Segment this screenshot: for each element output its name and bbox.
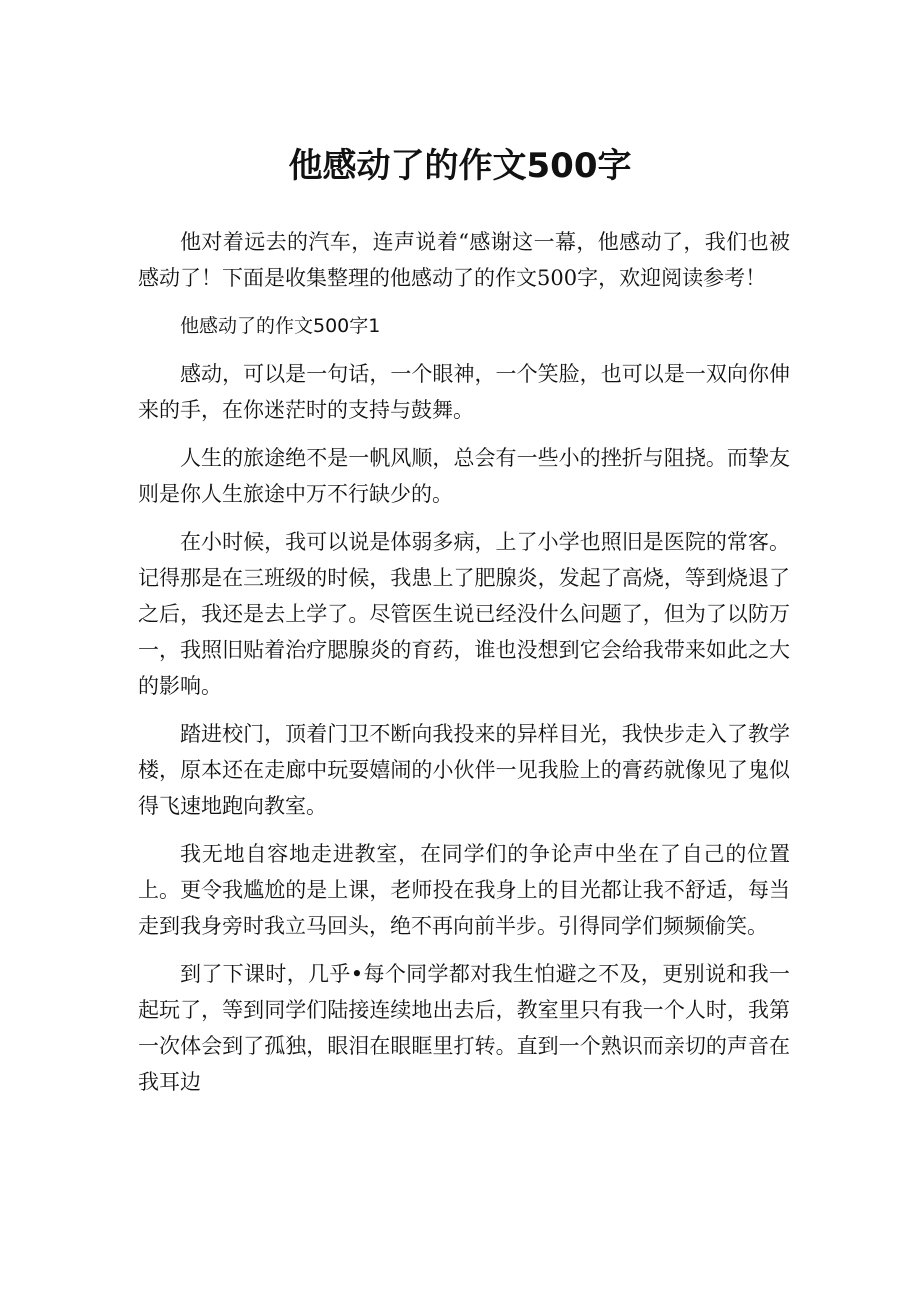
body-paragraph: 到了下课时，几乎•每个同学都对我生怕避之不及，更别说和我一起玩了，等到同学们陆接连续地出去后，教室里只有我一个人时，我第一次体会到了孤独，眼泪在眼眶里打转。直到一个熟识而亲切的声音在我耳边 <box>138 962 790 1094</box>
body-paragraph: 踏进校门，顶着门卫不断向我投来的异样目光，我快步走入了教学楼，原本还在走廊中玩耍嬉闹的小伙伴一见我脸上的膏药就像见了鬼似得飞速地跑向教室。 <box>138 722 790 818</box>
intro-paragraph: 他对着远去的汽车，连声说着“感谢这一幕，他感动了，我们也被感动了！下面是收集整理的他感动了的作文500字，欢迎阅读参考！ <box>138 230 790 290</box>
document-body <box>138 224 790 1112</box>
body-paragraph: 我无地自容地走进教室，在同学们的争论声中坐在了自己的位置上。更令我尴尬的是上课，老师投在我身上的目光都让我不舒适，每当走到我身旁时我立马回头，绝不再向前半步。引得同学们频频偷笑。 <box>138 842 790 938</box>
section-heading: 他感动了的作文500字1 <box>180 315 381 337</box>
document-title: 他感动了的作文500字 <box>288 146 632 186</box>
body-paragraph: 感动，可以是一句话，一个眼神，一个笑脸，也可以是一双向你伸来的手，在你迷茫时的支持与鼓舞。 <box>138 362 790 422</box>
body-paragraph: 在小时候，我可以说是体弱多病，上了小学也照旧是医院的常客。记得那是在三班级的时候，我患上了肥腺炎，发起了高烧，等到烧退了之后，我还是去上学了。尽管医生说已经没什么问题了，但为了以防万一，我照旧贴着治疗腮腺炎的育药，谁也没想到它会给我带来如此之大的影响。 <box>138 530 790 698</box>
body-paragraph: 人生的旅途绝不是一帆风顺，总会有一些小的挫折与阻挠。而挚友则是你人生旅途中万不行缺少的。 <box>138 446 790 506</box>
